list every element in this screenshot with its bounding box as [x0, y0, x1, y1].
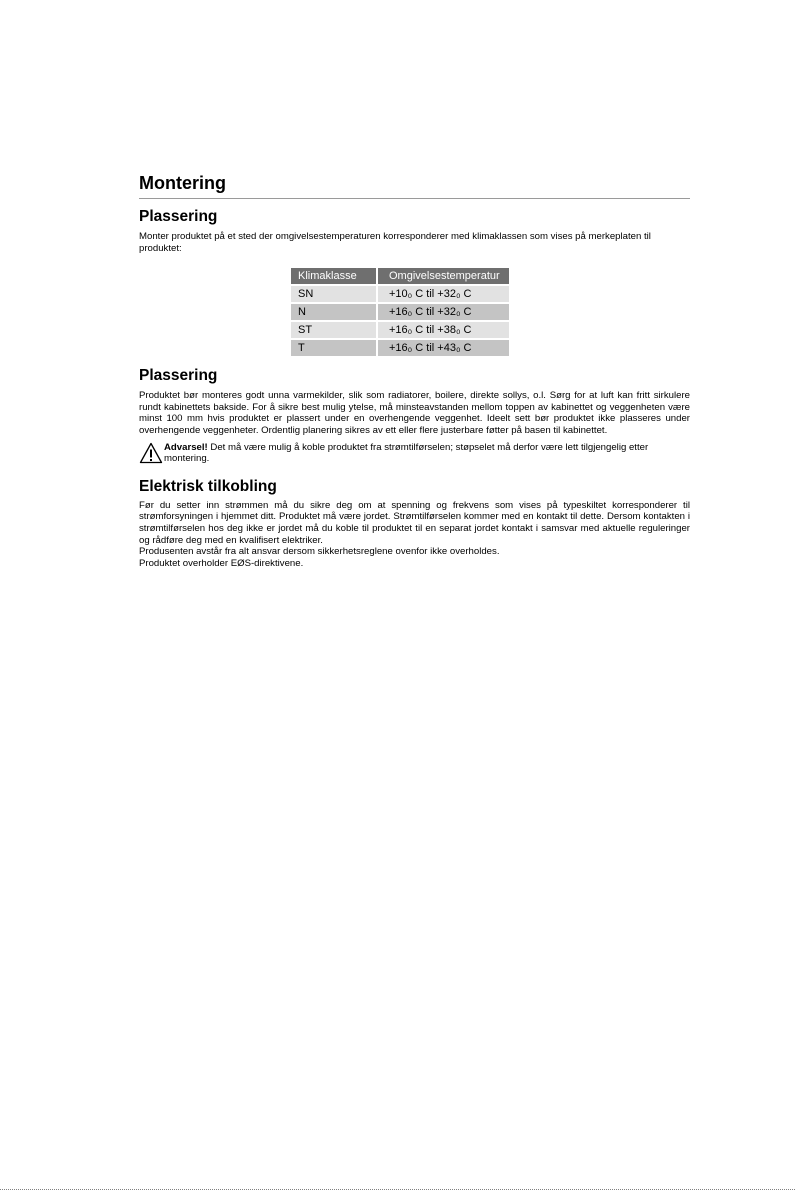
table-header-omgivelsestemperatur: Omgivelsestemperatur [378, 268, 509, 284]
warning-label: Advarsel! [164, 441, 208, 453]
table-row [291, 322, 509, 338]
climate-class-table [291, 266, 509, 358]
section-heading-plassering-2: Plassering [139, 367, 218, 385]
table-row [291, 304, 509, 320]
section-heading-plassering-1: Plassering [139, 208, 218, 225]
warning-text [164, 442, 690, 465]
table-cell-temperature: +16₀ C til +32₀ C [378, 304, 509, 320]
section-text-plassering-1: Monter produktet på et sted der omgivelsestemperaturen korresponderer med klimaklassen som vises på merkeplaten til produktet: [139, 231, 651, 254]
table-cell-temperature: +10₀ C til +32₀ C [378, 286, 509, 302]
page-title: Montering [139, 172, 690, 199]
section-heading-elektrisk-tilkobling: Elektrisk tilkobling [139, 477, 277, 495]
table-header-row [291, 268, 509, 284]
warning-message: Det må være mulig å koble produktet fra strømtilførselen; støpselet må derfor være lett tilgjengelig etter montering. [164, 441, 649, 465]
table-cell-class: T [291, 340, 378, 356]
table-header-klimaklasse: Klimaklasse [291, 268, 378, 284]
warning-triangle-icon [139, 442, 163, 464]
liability-text: Produsenten avstår fra alt ansvar dersom sikkerhetsreglene ovenfor ikke overholdes. [139, 546, 500, 558]
warning-note [139, 442, 690, 465]
table-cell-temperature: +16₀ C til +43₀ C [378, 340, 509, 356]
compliance-text: Produktet overholder EØS-direktivene. [139, 557, 304, 569]
section-text-elektrisk-tilkobling: Før du setter inn strømmen må du sikre deg om at spenning og frekvens som vises på typeskiltet korresponderer til strømforsyningen i hjemmet ditt. Produktet må være jordet. Strømtilførselen kommer med en kontakt til dette. Dersom kontakten i strømtilførselen hos deg ikke er jordet må du koble til produktet til en separat jordet kontakt i samsvar med aktuelle reguleringer og rådføre deg med en kvalifisert elektriker. [139, 499, 690, 546]
table-row [291, 340, 509, 356]
table-cell-class: ST [291, 322, 378, 338]
page-bottom-border [0, 1189, 795, 1190]
table-cell-class: N [291, 304, 378, 320]
table-cell-temperature: +16₀ C til +38₀ C [378, 322, 509, 338]
table-row [291, 286, 509, 302]
document-page [139, 172, 690, 569]
table-cell-class: SN [291, 286, 378, 302]
section-text-plassering-2: Produktet bør monteres godt unna varmekilder, slik som radiatorer, boilere, direkte sollys, o.l. Sørg for at luft kan fritt sirkulere rundt kabinettets bakside. For å sikre best mulig ytelse, må minsteavstanden mellom toppen av kabinettet og veggenheten være minst 100 mm hvis produktet er plassert under en overhengende veggenhet. Ideelt sett bør produktet ikke plasseres under overhengende veggenheter. Ordentlig planering sikres av ett eller flere justerbare føtter på basen til kabinettet. [139, 390, 690, 436]
